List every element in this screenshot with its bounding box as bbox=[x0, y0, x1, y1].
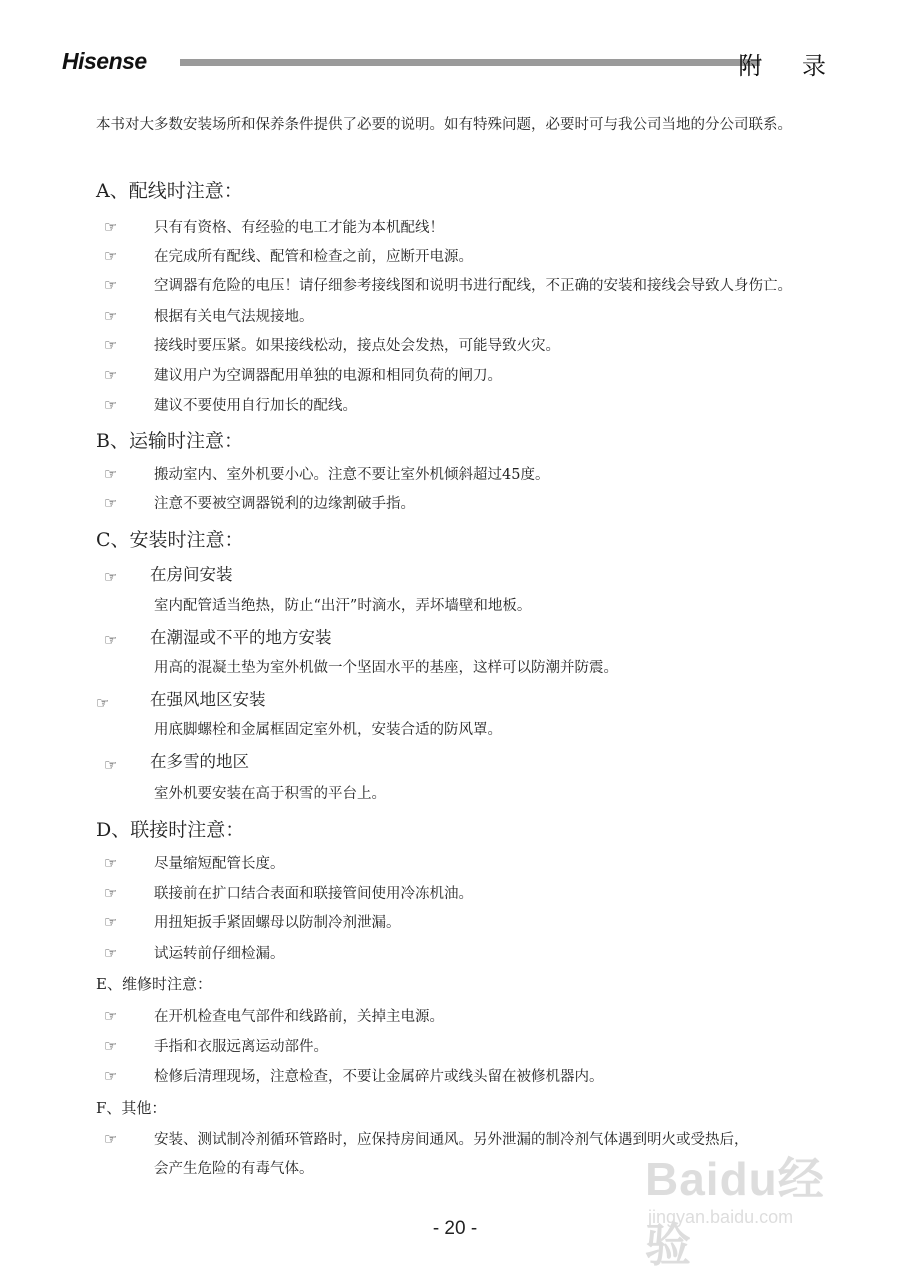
pointing-hand-icon: ☞ bbox=[104, 756, 118, 774]
section-d-title: D、联接时注意： bbox=[96, 819, 245, 841]
subitem-title: 在房间安装 bbox=[150, 565, 233, 584]
pointing-hand-icon: ☞ bbox=[104, 218, 118, 236]
pointing-hand-icon: ☞ bbox=[104, 247, 118, 265]
pointing-hand-icon: ☞ bbox=[104, 913, 118, 931]
pointing-hand-icon: ☞ bbox=[104, 396, 118, 414]
hisense-logo: Hisense bbox=[62, 48, 147, 74]
pointing-hand-icon: ☞ bbox=[104, 276, 118, 294]
pointing-hand-icon: ☞ bbox=[104, 465, 118, 483]
pointing-hand-icon: ☞ bbox=[104, 944, 118, 962]
section-e-title: E、维修时注意： bbox=[96, 975, 212, 993]
section-b-title: B、运输时注意： bbox=[96, 430, 243, 452]
pointing-hand-icon: ☞ bbox=[104, 884, 118, 902]
header-divider-bar bbox=[180, 59, 760, 66]
subitem-body: 室内配管适当绝热，防止“出汗”时滴水，弄坏墙壁和地板。 bbox=[154, 598, 532, 614]
intro-paragraph: 本书对大多数安装场所和保养条件提供了必要的说明。如有特殊问题，必要时可与我公司当地的分公司联系。 bbox=[96, 117, 792, 133]
subitem-title: 在强风地区安装 bbox=[150, 690, 266, 709]
subitem-title: 在多雪的地区 bbox=[150, 752, 249, 771]
pointing-hand-icon: ☞ bbox=[104, 366, 118, 384]
pointing-hand-icon: ☞ bbox=[104, 854, 118, 872]
subitem-body: 用高的混凝土垫为室外机做一个坚固水平的基座，这样可以防潮并防震。 bbox=[154, 660, 618, 676]
pointing-hand-icon: ☞ bbox=[96, 694, 110, 712]
subitem-title: 在潮湿或不平的地方安装 bbox=[150, 628, 332, 647]
pointing-hand-icon: ☞ bbox=[104, 1007, 118, 1025]
section-f-title: F、其他： bbox=[96, 1099, 167, 1117]
watermark-logo: Baidu经验 bbox=[645, 1153, 825, 1271]
pointing-hand-icon: ☞ bbox=[104, 494, 118, 512]
pointing-hand-icon: ☞ bbox=[104, 1130, 118, 1148]
pointing-hand-icon: ☞ bbox=[104, 336, 118, 354]
pointing-hand-icon: ☞ bbox=[104, 568, 118, 586]
page-number: - 20 - bbox=[432, 1218, 478, 1239]
pointing-hand-icon: ☞ bbox=[104, 1037, 118, 1055]
section-c-title: C、安装时注意： bbox=[96, 529, 244, 551]
page-header bbox=[62, 44, 852, 84]
subitem-body: 室外机要安装在高于积雪的平台上。 bbox=[154, 786, 386, 802]
pointing-hand-icon: ☞ bbox=[104, 307, 118, 325]
subitem-body: 用底脚螺栓和金属框固定室外机，安装合适的防风罩。 bbox=[154, 722, 502, 738]
section-a-title: A、配线时注意： bbox=[96, 180, 243, 202]
pointing-hand-icon: ☞ bbox=[104, 631, 118, 649]
header-title: 附 录 bbox=[738, 52, 842, 80]
list-item-continuation: 会产生危险的有毒气体。 bbox=[154, 1161, 314, 1177]
pointing-hand-icon: ☞ bbox=[104, 1067, 118, 1085]
watermark-url: jingyan.baidu.com bbox=[648, 1207, 794, 1227]
